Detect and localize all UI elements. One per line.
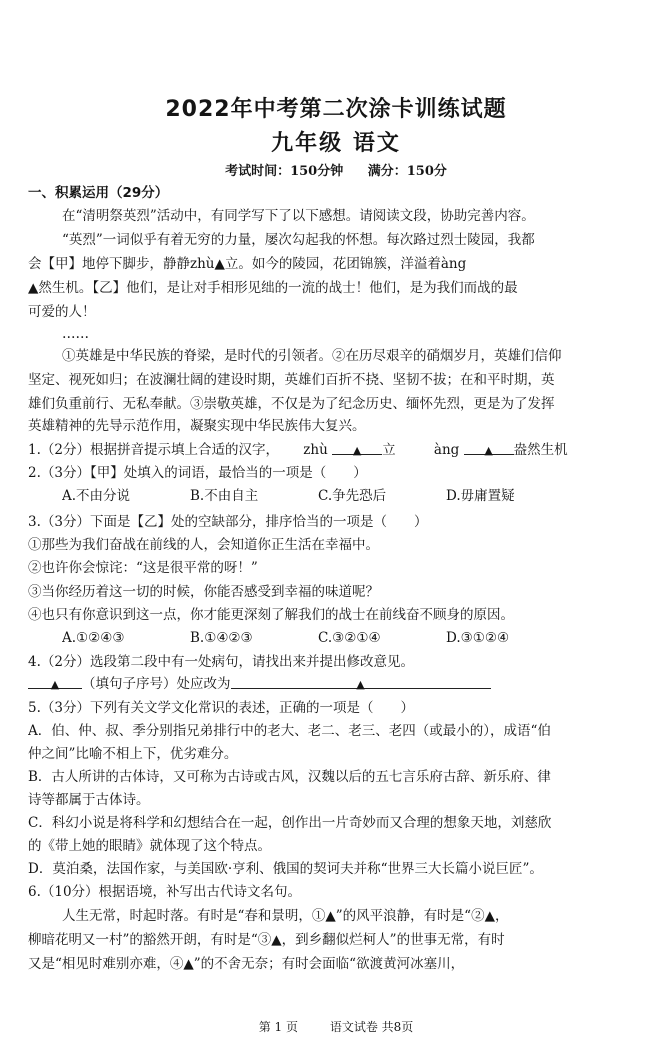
q3-item: ④也只有你意识到这一点，你才能更深刻了解我们的战士在前线奋不顾身的原因。 [28,607,514,623]
q6-line: 又是“相见时难别亦难，④▲”的不舍无奈；有时会面临“欲渡黄河冰塞川， [28,956,465,972]
q5-line: 仲之间”比喻不相上下，优劣难分。 [28,746,238,762]
q2-options [62,486,672,506]
question-6: 6.（10分）根据语境，补写出古代诗文名句。 [28,884,302,900]
question-1: 1.（2分）根据拼音提示填上合适的汉字， zhù ▲ 立 àng ▲ 盎然生机 [28,442,568,458]
passage-line: 英雄精神的先导示范作用，凝聚实现中华民族伟大复兴。 [28,418,366,434]
passage-line: 坚定、视死如归；在波澜壮阔的建设时期，英雄们百折不挠、坚韧不拔；在和平时期，英 [28,372,555,388]
exam-meta [0,160,672,179]
passage-line: “英烈”一词似乎有着无穷的力量，屡次勾起我的怀想。每次路过烈士陵园，我都 [62,232,535,248]
option-d[interactable]: D.③①②④ [446,630,510,646]
exam-time: 考试时间：150分钟 [225,164,344,179]
q6-line: 柳暗花明又一村”的豁然开朗，有时是“③▲，到乡翻似烂柯人”的世事无常，有时 [28,932,505,948]
answer-blank[interactable]: ▲ [231,674,491,689]
q3-options [62,628,672,648]
option-a[interactable]: A.不由分说 [62,488,131,504]
question-4: 4.（2分）选段第二段中有一处病句，请找出来并提出修改意见。 [28,654,414,670]
passage-ellipsis: …… [62,326,89,342]
intro-text: 在“清明祭英烈”活动中，有同学写下了以下感想。请阅读文段，协助完善内容。 [62,208,535,224]
passage-line: 会【甲】地停下脚步，静静zhù▲立。如今的陵园，花团锦簇，洋溢着àng [28,256,467,272]
option-b[interactable]: B.不由自主 [190,488,259,504]
option-c[interactable]: C.争先恐后 [318,488,387,504]
q5-line: B．古人所讲的古体诗，又可称为古诗或古风，汉魏以后的五七言乐府古辞、新乐府、律 [28,769,551,785]
question-5: 5.（3分）下列有关文学文化常识的表述，正确的一项是（ ） [28,700,414,716]
q5-line: 诗等都属于古体诗。 [28,792,150,808]
q5-line: A．伯、仲、叔、季分别指兄弟排行中的老大、老二、老三、老四（或最小的），成语“伯 [28,723,551,739]
page-footer [0,1018,672,1035]
q4-answer-line: ▲ （填句子序号）处应改为 ▲ [28,674,648,694]
option-a[interactable]: A.①②④③ [62,630,125,646]
passage-line: ①英雄是中华民族的脊梁，是时代的引领者。②在历尽艰辛的硝烟岁月，英雄们信仰 [62,348,562,364]
answer-blank[interactable]: ▲ [464,440,514,455]
page-total: 语文试卷 共8页 [329,1020,414,1034]
q5-line: 的《带上她的眼睛》就体现了这个特点。 [28,838,271,854]
page-number: 第 1 页 [258,1020,298,1034]
passage-line: ▲然生机。【乙】他们，是让对手相形见绌的一流的战士！他们，是为我们而战的最 [28,280,518,296]
option-b[interactable]: B.①④②③ [190,630,253,646]
q3-item: ③当你经历着这一切的时候，你能否感受到幸福的味道呢？ [28,584,379,600]
question-2: 2.（3分）【甲】处填入的词语，最恰当的一项是（ ） [28,465,367,481]
exam-title: 2022年中考第二次涂卡训练试题 [165,97,507,122]
q3-item: ②也许你会惊诧：“这是很平常的呀！” [28,560,258,576]
passage-line: 可爱的人！ [28,304,96,320]
question-3: 3.（3分）下面是【乙】处的空缺部分，排序恰当的一项是（ ） [28,514,428,530]
section-heading: 一、积累运用（29分） [28,185,169,201]
exam-subtitle: 九年级 语文 [271,131,401,156]
passage-line: 雄们负重前行、无私奉献。③崇敬英雄，不仅是为了纪念历史、缅怀先烈，更是为了发挥 [28,396,555,412]
q6-line: 人生无常，时起时落。有时是“春和景明，①▲”的风平浪静，有时是“②▲， [62,908,509,924]
q5-line: C．科幻小说是将科学和幻想结合在一起，创作出一片奇妙而又合理的想象天地，刘慈欣 [28,815,552,831]
q3-item: ①那些为我们奋战在前线的人，会知道你正生活在幸福中。 [28,537,379,553]
full-score: 满分：150分 [367,164,447,179]
option-d[interactable]: D.毋庸置疑 [446,488,515,504]
option-c[interactable]: C.③②①④ [318,630,381,646]
answer-blank[interactable]: ▲ [332,440,382,455]
q5-line: D．莫泊桑，法国作家，与美国欧·亨利、俄国的契诃夫并称“世界三大长篇小说巨匠”。 [28,861,543,877]
answer-blank[interactable]: ▲ [28,674,82,689]
